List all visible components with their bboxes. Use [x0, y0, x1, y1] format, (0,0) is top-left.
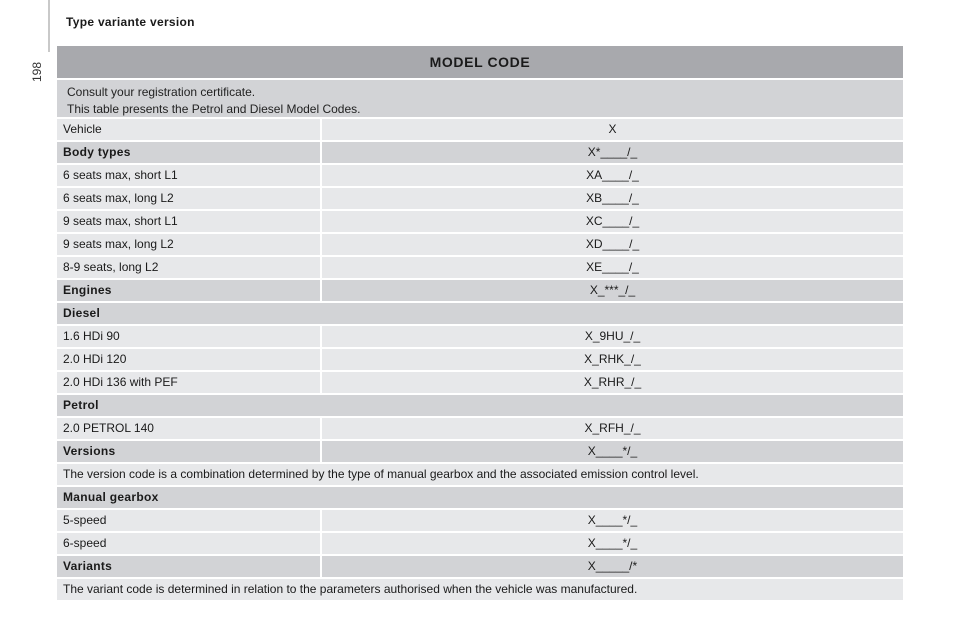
row-label: Variants — [57, 556, 320, 577]
category-row — [57, 142, 903, 163]
table-row — [57, 119, 903, 140]
row-code: X_RFH_/_ — [322, 418, 903, 439]
row-code: X____*/_ — [322, 533, 903, 554]
row-label: 2.0 HDi 120 — [57, 349, 320, 370]
note-row — [57, 464, 903, 485]
row-label: 8-9 seats, long L2 — [57, 257, 320, 278]
row-label: 9 seats max, long L2 — [57, 234, 320, 255]
row-label: 6-speed — [57, 533, 320, 554]
subheading-row — [57, 487, 903, 508]
row-label: 2.0 PETROL 140 — [57, 418, 320, 439]
row-code: XB____/_ — [322, 188, 903, 209]
row-label: 1.6 HDi 90 — [57, 326, 320, 347]
subheading-row — [57, 395, 903, 416]
page-number: 198 — [30, 61, 44, 83]
row-code: X_____/* — [322, 556, 903, 577]
table-row — [57, 165, 903, 186]
table-row — [57, 418, 903, 439]
subheading-text: Manual gearbox — [57, 487, 903, 508]
subheading-text: Diesel — [57, 303, 903, 324]
row-label: Engines — [57, 280, 320, 301]
table-row — [57, 372, 903, 393]
row-code: X_RHR_/_ — [322, 372, 903, 393]
row-label: Vehicle — [57, 119, 320, 140]
row-code: X_9HU_/_ — [322, 326, 903, 347]
subheading-row — [57, 303, 903, 324]
row-label: 5-speed — [57, 510, 320, 531]
table-intro — [57, 80, 903, 117]
category-row — [57, 441, 903, 462]
note-text: The version code is a combination determined by the type of manual gearbox and the associated emission control level. — [57, 464, 903, 485]
table-title: MODEL CODE — [57, 46, 903, 78]
row-label: 9 seats max, short L1 — [57, 211, 320, 232]
table-row — [57, 188, 903, 209]
model-code-table — [57, 46, 903, 600]
intro-line: This table presents the Petrol and Diesel Model Codes. — [67, 102, 361, 116]
section-title: Type variante version — [66, 15, 195, 29]
row-label: 6 seats max, long L2 — [57, 188, 320, 209]
table-row — [57, 211, 903, 232]
row-label: Versions — [57, 441, 320, 462]
row-code: XC____/_ — [322, 211, 903, 232]
row-label: 2.0 HDi 136 with PEF — [57, 372, 320, 393]
table-row — [57, 533, 903, 554]
table-row — [57, 326, 903, 347]
margin-rule — [48, 0, 50, 52]
row-code: X — [322, 119, 903, 140]
row-code: XE____/_ — [322, 257, 903, 278]
category-row — [57, 556, 903, 577]
note-text: The variant code is determined in relation to the parameters authorised when the vehicle was manufactured. — [57, 579, 903, 600]
table-row — [57, 234, 903, 255]
row-label: 6 seats max, short L1 — [57, 165, 320, 186]
row-code: X_***_/_ — [322, 280, 903, 301]
category-row — [57, 280, 903, 301]
row-code: X____*/_ — [322, 441, 903, 462]
subheading-text: Petrol — [57, 395, 903, 416]
row-code: X*____/_ — [322, 142, 903, 163]
table-row — [57, 257, 903, 278]
row-code: XA____/_ — [322, 165, 903, 186]
row-code: X_RHK_/_ — [322, 349, 903, 370]
row-code: X____*/_ — [322, 510, 903, 531]
row-code: XD____/_ — [322, 234, 903, 255]
table-body — [57, 119, 903, 600]
table-row — [57, 349, 903, 370]
row-label: Body types — [57, 142, 320, 163]
intro-line: Consult your registration certificate. — [67, 85, 256, 99]
note-row — [57, 579, 903, 600]
table-row — [57, 510, 903, 531]
